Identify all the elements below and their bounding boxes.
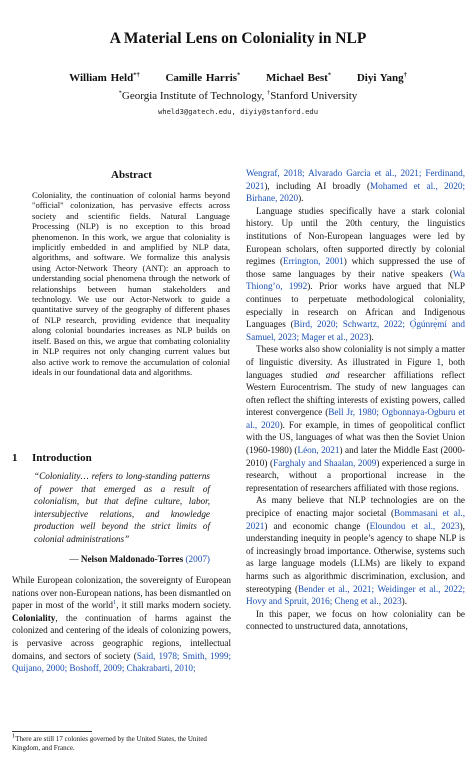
citation-link[interactable]: Wengraf, 2018; Alvarado Garcia et al., 2021; Ferdinand, 2021: [246, 168, 465, 191]
citation-link[interactable]: Farghaly and Shaalan, 2009: [273, 457, 377, 468]
citation-link[interactable]: Wa Thiong’o, 1992: [246, 268, 465, 292]
citation-link[interactable]: Léon, 2021: [297, 445, 340, 456]
paragraph-continuation: Wengraf, 2018; Alvarado Garcia et al., 2021; Ferdinand, 2021), including AI broadly (Mohamed et al., 2020; Birhane, 2020).: [246, 168, 465, 204]
epigraph-quote: “Coloniality… refers to long-standing patterns of power that emerged as a result of colonialism, but that define culture, labor, intersubjective relations, and knowledge production well beyond the strict limits of colonial administrations”: [34, 471, 210, 544]
citation-link[interactable]: Bommasani et al., 2021: [246, 508, 465, 531]
paragraph-this-paper: In this paper, we focus on how coloniality can be connected to unstructured data, annotations,: [246, 608, 465, 632]
intro-paragraph: While European colonization, the sovereignty of European nations over non-European nations, has been dismantled on paper in most of the world$^1$, it still marks modern society. Coloniality, the continuation of harms against the colonized and centering of the ideals of colonizing powers, is pervasive across geographic regions, intellectual domains, and sectors of society (Said, 1978; Smith, 1999; Quijano, 2000; Boshoff, 2009; Chakrabarti, 2010;: [12, 575, 231, 674]
citation-link[interactable]: (2007): [185, 554, 210, 564]
footnote: $^1$There are still 17 colonies governed by the United States, the United Kingdom, and France.: [12, 732, 207, 752]
epigraph-attribution: — Nelson Maldonado-Torres (2007): [69, 554, 210, 564]
citation-link[interactable]: Said, 1978; Smith, 1999; Quijano, 2000; Boshoff, 2009; Chakrabarti, 2010;: [12, 650, 231, 674]
section-heading-introduction: 1 Introduction: [12, 452, 92, 464]
right-column-body: [246, 167, 465, 633]
citation-link[interactable]: Bird, 2020; Schwartz, 2022; Ọ̀gúnrẹ̀mí and Samuel, 2023; Mager et al., 2023: [246, 319, 465, 342]
citation-link[interactable]: Errington, 2001: [283, 256, 344, 267]
abstract-heading: Abstract: [111, 169, 152, 181]
abstract-text: Coloniality, the continuation of colonial harms beyond "official" colonization, has pervasive effects across society and scientific fields. Natural Language Processing (NLP) is no exception to this broad phenomenon. In this work, we argue that coloniality is implicitly embedded in and amplified by NLP data, algorithms, and software. We formalize this analysis using Actor-Network Theory (ANT): an approach to understanding social phenomena through the network of relationships between human stakeholders and technology. We use our Actor-Network to guide a quantitative survey of the geography of different phases of NLP research, providing evidence that inequality along colonial boundaries increases as NLP builds on itself. Based on this, we argue that combating coloniality in NLP requires not only changing current values but also active work to remove the accumulation of colonial ideals in our foundational data and algorithms.: [32, 190, 230, 377]
citation-link[interactable]: Mohamed et al., 2020; Birhane, 2020: [246, 180, 465, 204]
author-list: [0, 72, 476, 84]
footnote-divider: [12, 731, 92, 732]
footnote-marker[interactable]: 1: [113, 599, 117, 607]
author-4: Diyi Yang†: [356, 71, 407, 84]
paragraph-language-studies: Language studies specifically have a stark colonial history. Up until the 20th century, the linguistics institutions of Non-European languages were led by European scholars, often supported directly by colonial regimes (Errington, 2001) which suppressed the use of those same languages by their native speakers (Wa Thiong’o, 1992). Prior works have argued that NLP continues to perpetuate methodological coloniality, especially in research on African and Indigenous Languages (Bird, 2020; Schwartz, 2022; Ọ̀gúnrẹ̀mí and Samuel, 2023; Mager et al., 2023).: [246, 205, 465, 342]
paragraph-societal-change: As many believe that NLP technologies are on the precipice of enacting major societal (Bommasani et al., 2021) and economic change (Eloundou et al., 2023), understanding inequity in people’s agency to shape NLP is of increasingly broad importance. Otherwise, systems such as large language models (LLMs) are likely to expand harms such as algorithmic discrimination, exclusion, and stereotyping (Bender et al., 2021; Weidinger et al., 2022; Hovy and Spruit, 2016; Cheng et al., 2023).: [246, 495, 465, 607]
citation-link[interactable]: Bell Jr, 1980; Ogbonnaya-Ogburu et al., 2020: [246, 407, 465, 430]
author-3: Michael Best*: [266, 71, 332, 84]
author-1: William Held*†: [69, 71, 140, 84]
paper-title: A Material Lens on Coloniality in NLP: [109, 30, 367, 47]
citation-link[interactable]: Bender et al., 2021; Weidinger et al., 2022; Hovy and Spruit, 2016; Cheng et al., 2023: [246, 583, 465, 607]
author-2: Camille Harris*: [165, 71, 241, 84]
citation-link[interactable]: Eloundou et al., 2023: [369, 520, 460, 531]
paragraph-linguistic-diversity: These works also show coloniality is not simply a matter of linguistic diversity. As illustrated in Figure 1, both languages studied and researcher affiliations reflect Western Eurocentrism. The study of new languages can often reflect the shifting interests of existing powers, called interest convergence (Bell Jr, 1980; Ogbonnaya-Ogburu et al., 2020). For example, in times of geopolitical conflict with the US, languages of what was then the Soviet Union (1960-1980) (Léon, 2021) and later the Middle East (2000-2010) (Farghaly and Shaalan, 2009) experienced a surge in research, without a proportional increase in the representation of researchers affiliated with those regions.: [246, 344, 465, 493]
affiliations: *Georgia Institute of Technology, †Stanford University: [118, 89, 358, 102]
author-emails[interactable]: wheld3@gatech.edu, diyiy@stanford.edu: [157, 107, 319, 116]
